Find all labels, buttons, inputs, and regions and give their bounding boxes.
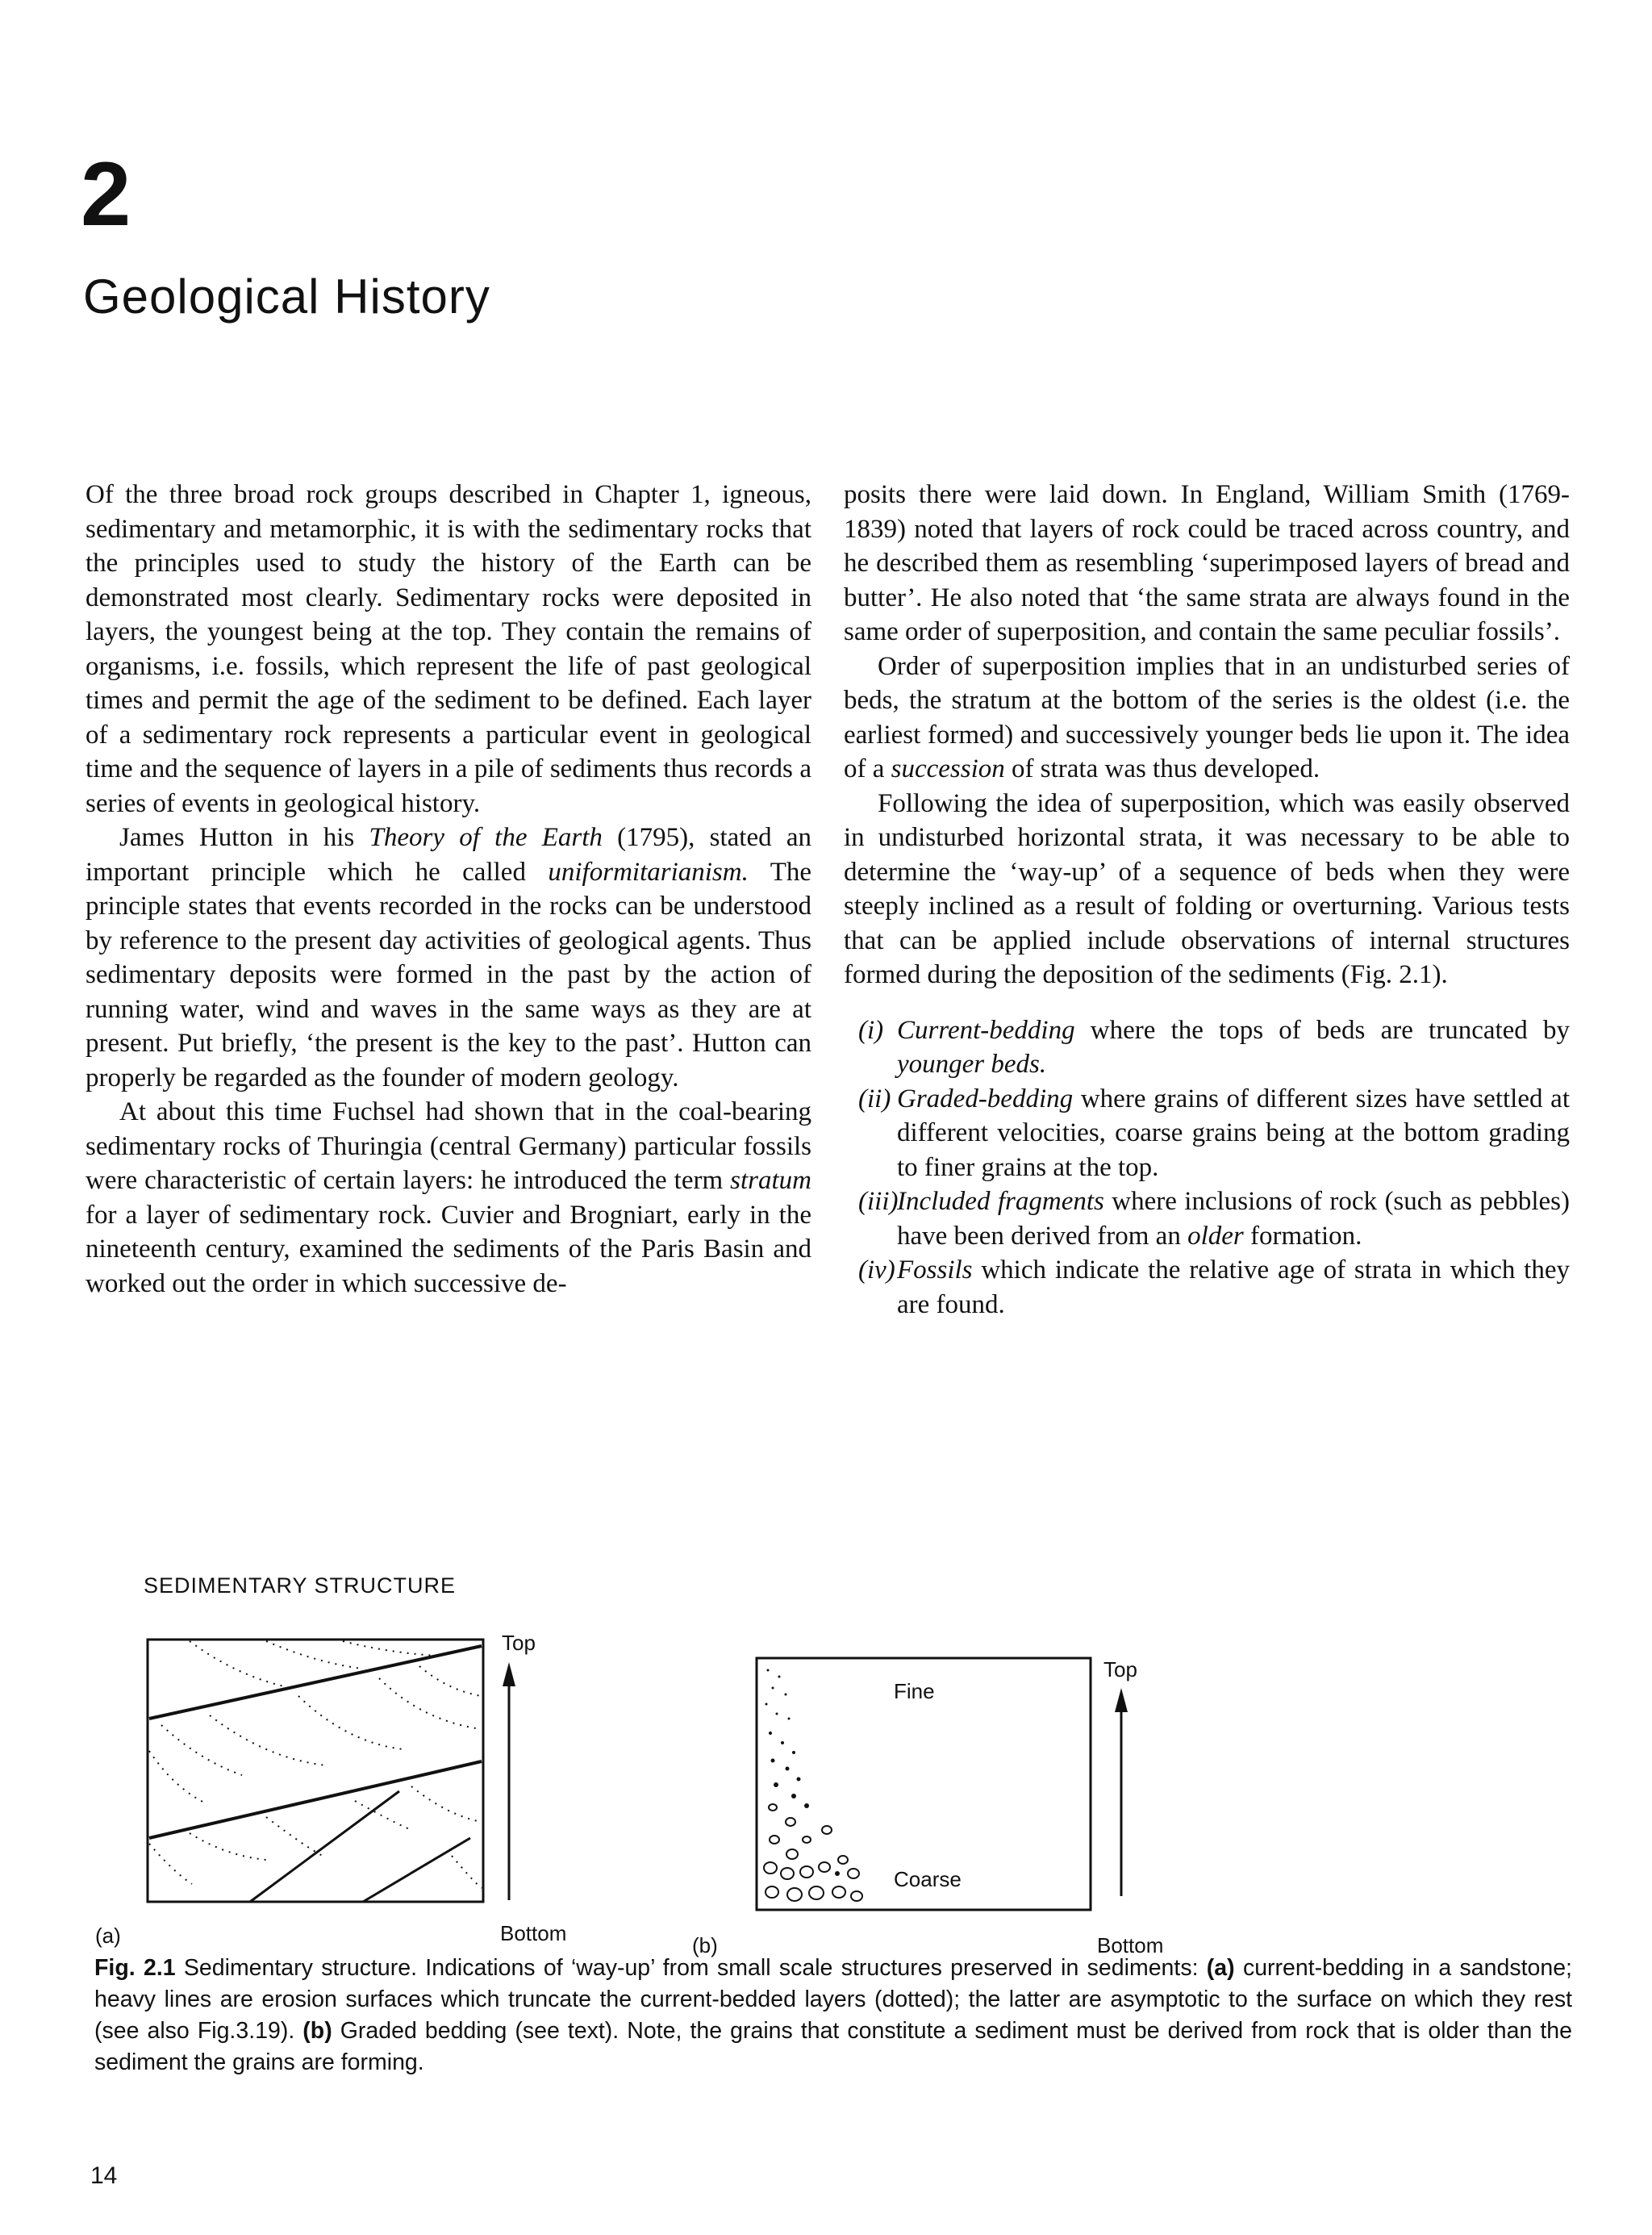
list-item: (iii) Included fragments where inclusions of rock (such as pebbles) have been derived from an older formation. [858,1187,1571,1251]
erosion-surface [363,1838,470,1902]
fine-label: Fine [894,1679,935,1703]
panel-b-graded-bedding [757,1658,1091,1910]
left-paragraph-1: Of the three broad rock groups described in Chapter 1, igneous, sedimentary and metamorphic, it is with the sedimentary rocks that the principles used to study the history of the Earth can be demonstrated most clearly. Sedimentary rocks were deposited in layers, the youngest being at the top. They contain the remains of organisms, i.e. fossils, which represent the life of past geological times and permit the age of the sediment to be defined. Each layer of a sedimentary rock represents a particular event in geological time and the sequence of layers in a pile of sediments thus records a series of events in geological history. [86,480,811,818]
list-item: (iv) Fossils which indicate the relative age of strata in which they are found. [858,1255,1570,1319]
left-paragraph-3: At about this time Fuchsel had shown that in the coal-bearing sedimentary rocks of Thuringia (central Germany) particular fossils were characteristic of certain layers: he introduced the term stratum for a layer of sedimentary rock. Cuvier and Brogniart, early in the nineteenth century, examined the sediments of the Paris Basin and worked out the order in which successive de- [86,1097,811,1298]
chapter-number: 2 [81,144,131,244]
coarse-grains [764,1804,862,1901]
panel-b-way-up-arrow [1097,1657,1163,1957]
bottom-label: Bottom [1097,1933,1164,1957]
list-item: (ii) Graded-bedding where grains of different sizes have settled at different velocities, coarse grains being at the bottom grading to finer grains at the top. [858,1084,1570,1182]
current-bedded-layers [149,1641,482,1888]
left-paragraph-2: James Hutton in his Theory of the Earth (1795), stated an important principle which he called uniformitarianism. The principle states that events recorded in the rocks can be understood by reference to the present day activities of geological agents. Thus sedimentary deposits were formed in the past by the action of running water, wind and waves in the same ways as they are at present. Put briefly, ‘the present is the key to the past’. Hutton can properly be regarded as the founder of modern geology. [86,823,811,1092]
right-paragraph-1: posits there were laid down. In England, William Smith (1769-1839) noted that layers of rock could be traced across country, and he described them as resembling ‘superimposed layers of bread and butter’. He also noted that ‘the same strata are always found in the same order of superposition, and contain the same peculiar fossils’. [844,480,1570,646]
erosion-surface [250,1791,399,1902]
panel-a-label: (a) [95,1924,121,1948]
fine-grains [766,1669,810,1809]
panel-a-current-bedding [148,1640,483,1902]
list-item: (i) Current-bedding where the tops of beds are truncated by younger beds. [858,1015,1570,1079]
panel-b-label: (b) [692,1933,718,1957]
erosion-surface [149,1761,482,1838]
page-number: 14 [90,2162,118,2189]
top-label: Top [1103,1657,1137,1681]
erosion-surface [149,1646,482,1719]
right-paragraph-3: Following the idea of superposition, which was easily observed in undisturbed horizontal strata, it was necessary to be able to determine the ‘way-up’ of a sequence of beds when they were steeply inclined as a result of folding or overturning. Various tests that can be applied include observations of internal structures formed during the deposition of the sediments (Fig. 2.1). [844,788,1570,989]
panel-a-way-up-arrow [500,1631,566,1945]
figure-caption: Fig. 2.1 Sedimentary structure. Indications of ‘way-up’ from small scale structures preserved in sediments: (a) current-bedding in a sandstone; heavy lines are erosion surfaces which truncate the current-bedded layers (dotted); the latter are asymptotic to the surface on which they rest (see also Fig.3.19). (b) Graded bedding (see text). Note, the grains that constitute a sediment must be derived from rock that is older than the sediment the grains are forming. [94,1955,1572,2075]
panel-a-frame [148,1640,483,1902]
bottom-label: Bottom [500,1921,567,1945]
chapter-title: Geological History [83,269,490,324]
coarse-label: Coarse [894,1867,962,1891]
figure-heading: SEDIMENTARY STRUCTURE [144,1573,457,1598]
top-label: Top [502,1631,536,1655]
right-paragraph-2: Order of superposition implies that in an undisturbed series of beds, the stratum at the bottom of the series is the oldest (i.e. the earliest formed) and successively younger beds lie upon it. The idea of a succession of strata was thus developed. [844,651,1570,783]
